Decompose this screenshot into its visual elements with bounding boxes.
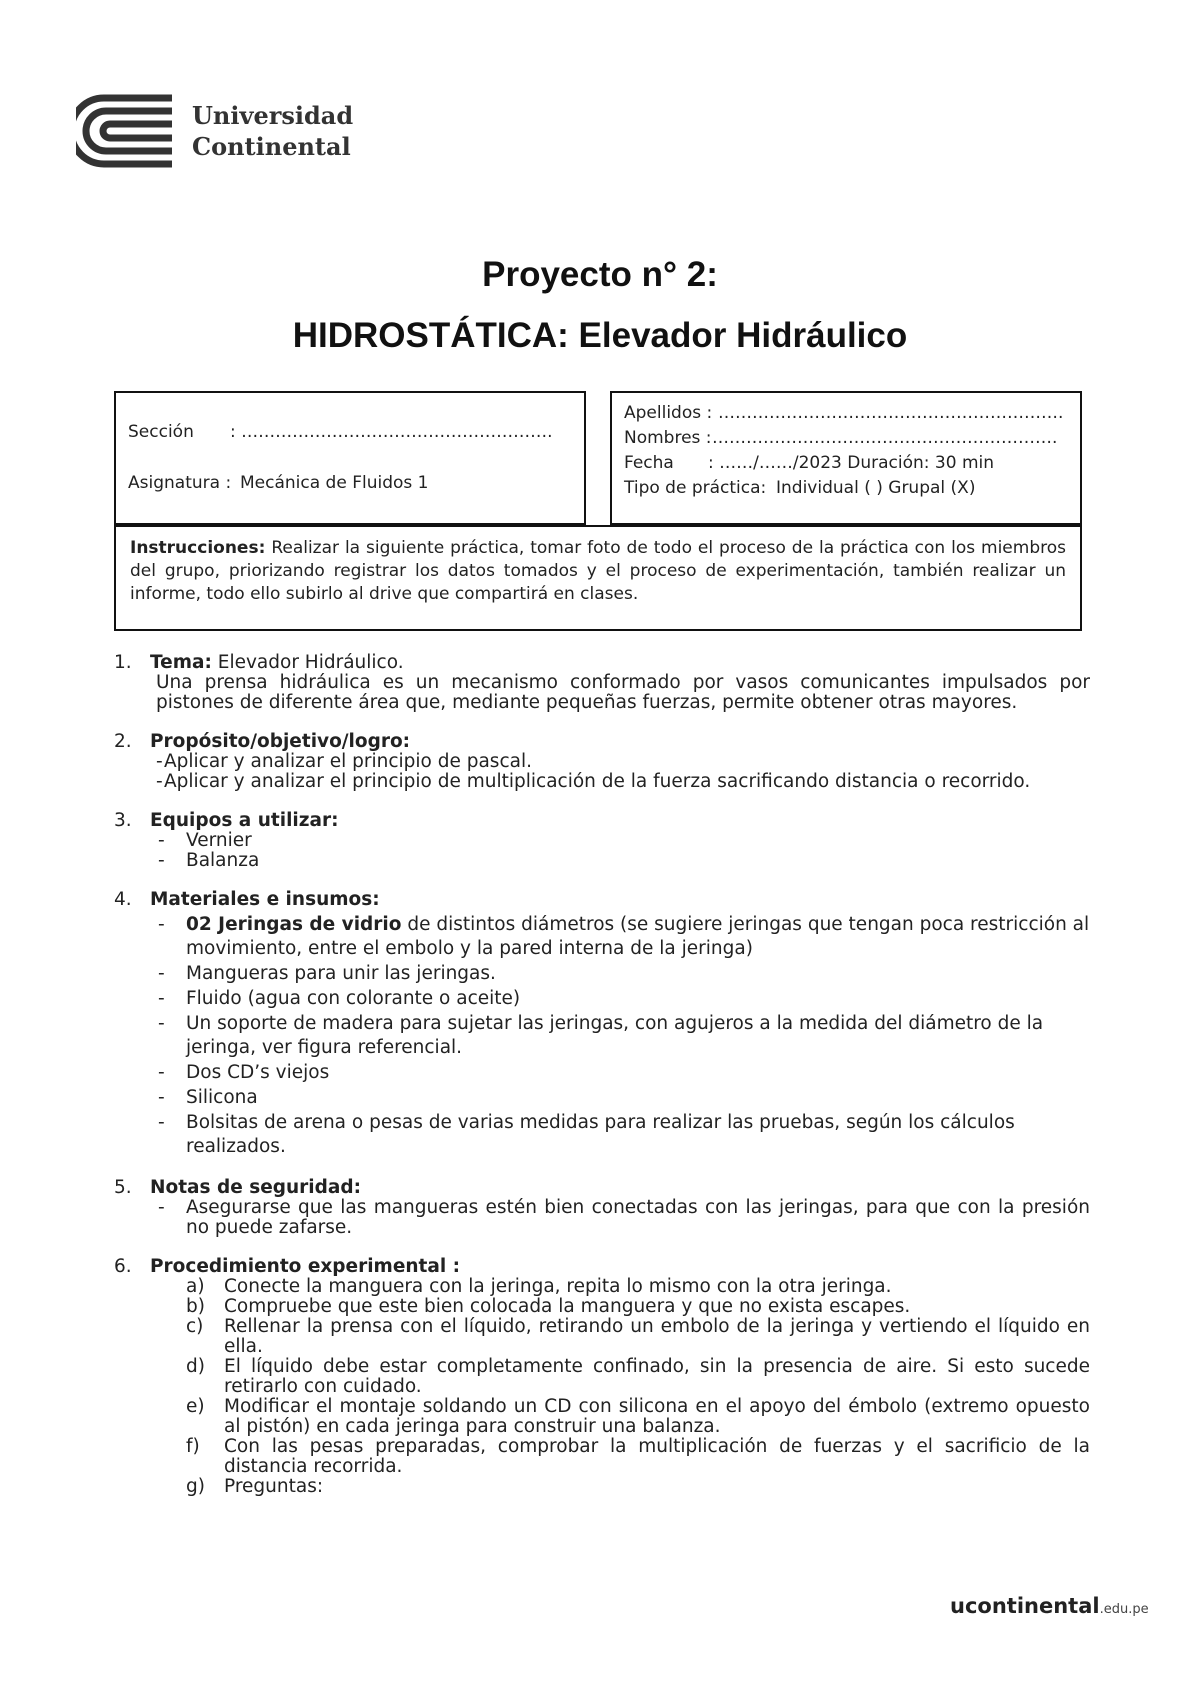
asignatura-value: Mecánica de Fluidos 1 (240, 473, 429, 493)
list-item: - Mangueras para unir las jeringas. (150, 962, 1090, 986)
list-item: - Asegurarse que las mangueras estén bien conectadas con las jeringas, para que con la presión no puede zafarse. (150, 1198, 1090, 1238)
nombres-label: Nombres : (624, 428, 712, 448)
page-title: Proyecto n° 2: (482, 255, 718, 294)
seccion-field[interactable]: : ………………………………………………. (230, 422, 553, 442)
step-letter: f) (186, 1436, 200, 1457)
apellidos-label: Apellidos : (624, 403, 713, 423)
instructions-body: Realizar la siguiente práctica, tomar foto de todo el proceso de la práctica con los miembros del grupo, priorizando registrar los datos tomados y el proceso de experimentación, también realizar un informe, todo ello subirlo al drive que compartirá en clases. (130, 538, 1066, 604)
step-item (186, 1437, 1090, 1477)
section-procedimiento (114, 1256, 1090, 1497)
step-text: Rellenar la prensa con el líquido, retirando un embolo de la jeringa y vertiendo el líquido en ella. (224, 1316, 1090, 1357)
section-info-box (114, 391, 586, 525)
fecha-field[interactable]: : ……/……/2023 Duración: 30 min (708, 453, 994, 473)
steps-list (150, 1277, 1090, 1497)
section-equipos (114, 810, 1090, 871)
instructions-text (130, 537, 1066, 606)
seccion-label: Sección (128, 422, 194, 442)
step-letter: b) (186, 1296, 205, 1317)
instructions-label: Instrucciones: (130, 538, 266, 558)
logo-line-2: Continental (192, 132, 351, 161)
section-number: 3. (114, 810, 132, 831)
tema-description: Una prensa hidráulica es un mecanismo conformado por vasos comunicantes impulsados por pistones de diferente área que, mediante pequeñas fuerzas, permite obtener otras mayores. (156, 672, 1090, 713)
step-item (186, 1477, 1090, 1497)
logo-text (192, 100, 353, 162)
instructions-box (114, 525, 1082, 631)
section-number: 6. (114, 1256, 132, 1277)
step-text: Conecte la manguera con la jeringa, repita lo mismo con la otra jeringa. (224, 1276, 892, 1297)
section-title: Tema: (150, 652, 212, 673)
logo-line-1: Universidad (192, 101, 354, 130)
step-text: Compruebe que este bien colocada la manguera y que no exista escapes. (224, 1296, 911, 1317)
footer-brand (950, 1594, 1149, 1618)
section-title: Materiales e insumos: (150, 889, 380, 910)
section-proposito (114, 731, 1090, 792)
asignatura-label: Asignatura : (128, 473, 232, 493)
fecha-label: Fecha (624, 453, 674, 473)
step-item (186, 1277, 1090, 1297)
tipo-label: Tipo de práctica: (624, 478, 767, 498)
step-text: Preguntas: (224, 1476, 324, 1497)
section-number: 5. (114, 1177, 132, 1198)
step-item (186, 1317, 1090, 1357)
step-item (186, 1357, 1090, 1397)
list-item: - Silicona (150, 1086, 1090, 1110)
nombres-field[interactable]: ……………………………………………………. (712, 428, 1058, 448)
step-letter: e) (186, 1396, 205, 1417)
step-item (186, 1297, 1090, 1317)
university-logo (76, 94, 353, 168)
step-letter: d) (186, 1356, 205, 1377)
list-item: - Vernier (150, 831, 1090, 851)
document-body (114, 652, 1090, 1515)
section-title: Notas de seguridad: (150, 1177, 362, 1198)
list-item-bold: 02 Jeringas de vidrio (186, 914, 402, 935)
list-item: - Aplicar y analizar el principio de pascal. (150, 752, 1090, 772)
step-letter: a) (186, 1276, 205, 1297)
step-text: Con las pesas preparadas, comprobar la multiplicación de fuerzas y el sacrificio de la distancia recorrida. (224, 1436, 1090, 1477)
list-item: - Dos CD’s viejos (150, 1061, 1090, 1085)
section-tema (114, 652, 1090, 713)
section-seguridad (114, 1177, 1090, 1238)
page-subtitle: HIDROSTÁTICA: Elevador Hidráulico (292, 316, 908, 355)
list-item: - Un soporte de madera para sujetar las jeringas, con agujeros a la medida del diámetro de la jeringa, ver figura referencial. (150, 1012, 1090, 1060)
tipo-value: Individual ( ) Grupal (X) (776, 478, 976, 498)
step-text: El líquido debe estar completamente confinado, sin la presencia de aire. Si esto sucede retirarlo con cuidado. (224, 1356, 1090, 1397)
section-number: 1. (114, 652, 132, 673)
section-title: Equipos a utilizar: (150, 810, 339, 831)
list-item: - Bolsitas de arena o pesas de varias medidas para realizar las pruebas, según los cálculos realizados. (150, 1111, 1090, 1159)
section-number: 2. (114, 731, 132, 752)
list-item (150, 913, 1090, 961)
footer-domain: .edu.pe (1099, 1602, 1149, 1617)
apellidos-field[interactable]: ……………………………………………………. (718, 403, 1064, 423)
footer-brand-name: ucontinental (950, 1594, 1100, 1618)
section-title: Propósito/objetivo/logro: (150, 731, 411, 752)
section-materiales (114, 889, 1090, 1159)
continental-logo-icon (76, 94, 176, 168)
student-info-box (610, 391, 1082, 525)
step-item (186, 1397, 1090, 1437)
list-item-text: de distintos diámetros (se sugiere jeringas que tengan poca restricción al movimiento, entre el embolo y la pared interna de la jeringa) (186, 914, 1090, 959)
tema-value: Elevador Hidráulico. (217, 652, 404, 673)
section-number: 4. (114, 889, 132, 910)
list-item: - Fluido (agua con colorante o aceite) (150, 987, 1090, 1011)
step-letter: g) (186, 1476, 205, 1497)
step-text: Modificar el montaje soldando un CD con silicona en el apoyo del émbolo (extremo opuesto al pistón) en cada jeringa para construir una balanza. (224, 1396, 1090, 1437)
list-item: - Aplicar y analizar el principio de multiplicación de la fuerza sacrificando distancia o recorrido. (150, 772, 1090, 792)
section-title: Procedimiento experimental : (150, 1256, 461, 1277)
step-letter: c) (186, 1316, 204, 1337)
list-item: - Balanza (150, 851, 1090, 871)
